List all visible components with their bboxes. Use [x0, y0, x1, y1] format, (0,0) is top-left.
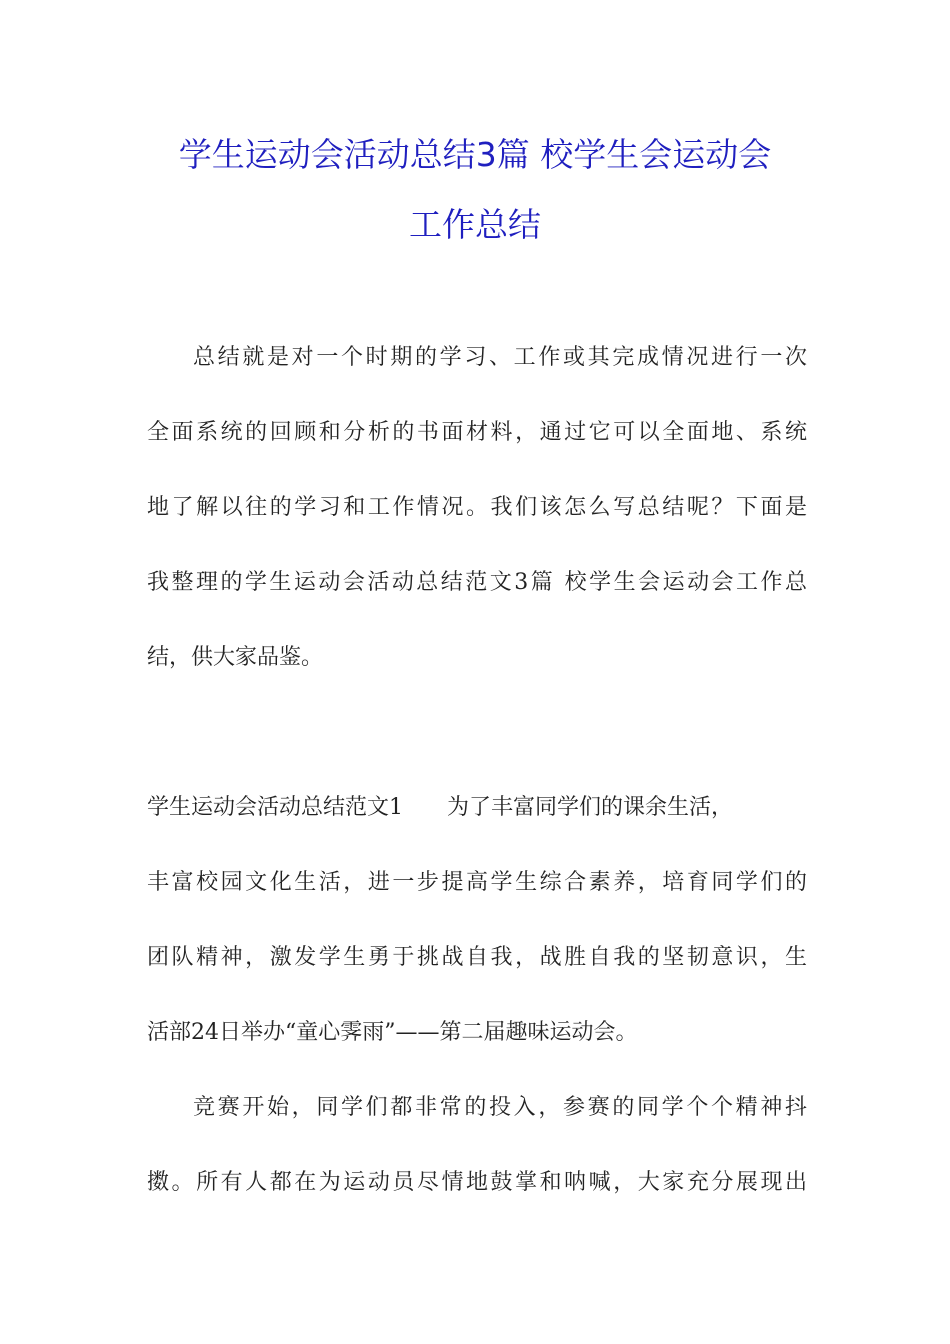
- section1-line-2: 丰富校园文化生活，进一步提高学生综合素养，培育同学们的: [147, 870, 807, 895]
- intro-line-1: 总结就是对一个时期的学习、工作或其完成情况进行一次: [193, 345, 807, 370]
- intro-line-4: 我整理的学生运动会活动总结范文3篇 校学生会运动会工作总: [147, 570, 807, 595]
- section1-first-line: [147, 793, 807, 823]
- document-title-line-2: 工作总结: [409, 205, 541, 244]
- paragraph2-line-1: 竞赛开始，同学们都非常的投入，参赛的同学个个精神抖: [193, 1095, 807, 1120]
- section1-line-3: 团队精神，激发学生勇于挑战自我，战胜自我的坚韧意识，生: [147, 945, 807, 970]
- paragraph2-line-2: 擞。所有人都在为运动员尽情地鼓掌和呐喊，大家充分展现出: [147, 1170, 807, 1195]
- section1-heading: 学生运动会活动总结范文1: [147, 795, 403, 820]
- section1-line-4: 活部24日举办“童心霁雨”——第二届趣味运动会。: [147, 1020, 638, 1045]
- document-title-line-1: 学生运动会活动总结3篇 校学生会运动会: [178, 135, 772, 174]
- intro-line-2: 全面系统的回顾和分析的书面材料，通过它可以全面地、系统: [147, 420, 807, 445]
- intro-line-3: 地了解以往的学习和工作情况。我们该怎么写总结呢？下面是: [147, 495, 807, 520]
- section1-first-line-text: 为了丰富同学们的课余生活，: [447, 795, 734, 820]
- intro-line-5: 结，供大家品鉴。: [147, 645, 324, 670]
